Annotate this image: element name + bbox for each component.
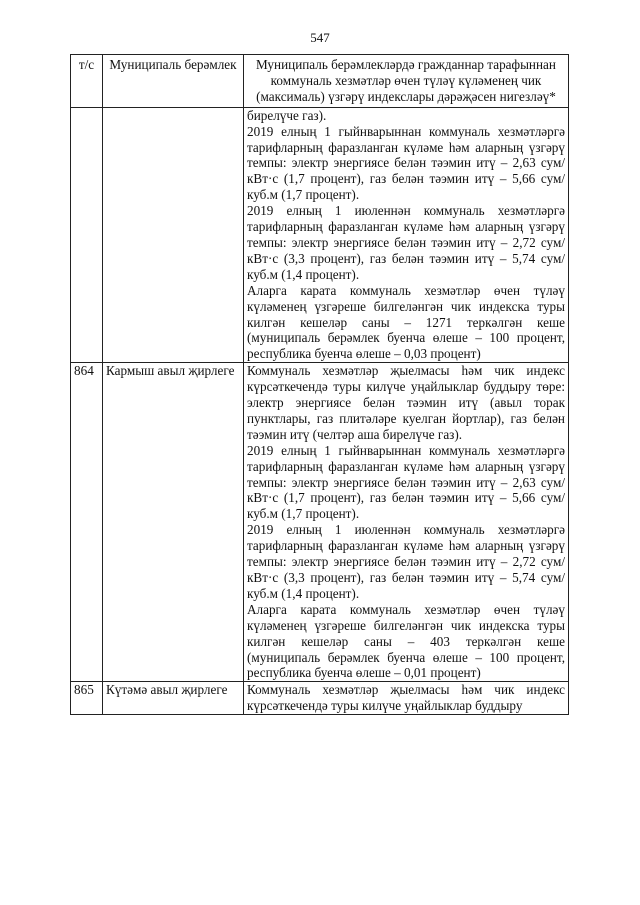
paragraph: Коммуналь хезмәтләр җыелмасы һәм чик индекс күрсәткечендә туры килүче уңайлыклар буддыру (247, 682, 565, 714)
header-index-justification: Муниципаль берәмлекләрдә гражданнар тарафыннан коммуналь хезмәтләр өчен түләү күләменең чик (максималь) үзгәрү индекслары дәрәҗәсен нигезләү* (244, 55, 569, 108)
page-number: 547 (310, 30, 330, 45)
row-municipality: Күтәмә авыл җирлеге (103, 682, 244, 715)
header-number: т/с (71, 55, 103, 108)
row-number: 864 (71, 363, 103, 682)
table-row (71, 363, 569, 682)
table-header-row (71, 55, 569, 108)
row-justification (244, 107, 569, 363)
row-justification (244, 682, 569, 715)
paragraph: 2019 елның 1 гыйнварыннан коммуналь хезмәтләргә тарифларның фаразланган күләме һәм аларның үзгәрү темпы: электр энергиясе белән тәэмин итү – 2,63 сум/кВт·с (1,7 процент), газ белән тәэмин итү – 5,66 сум/куб.м (1,7 процент). (247, 123, 565, 203)
paragraph: Аларга карата коммуналь хезмәтләр өчен түләү күләменең үзгәреше билгеләнгән чик индекска туры килгән кешеләр саны – 1271 теркәлгән кеше (муниципаль берәмлек буенча өлеше – 100 процент, республика буенча өлеше – 0,03 процент) (247, 282, 565, 362)
table-row (71, 682, 569, 715)
tariff-index-table (70, 54, 569, 715)
paragraph: 2019 елның 1 июленнән коммуналь хезмәтләргә тарифларның фаразланган күләме һәм аларның үзгәрү темпы: электр энергиясе белән тәэмин итү – 2,72 сум/кВт·с (3,3 процент), газ белән тәэмин итү – 5,74 сум/куб.м (1,4 процент). (247, 522, 565, 601)
table-row (71, 107, 569, 363)
row-municipality (103, 107, 244, 363)
row-municipality: Кармыш авыл җирлеге (103, 363, 244, 682)
header-municipality: Муниципаль берәмлек (103, 55, 244, 108)
paragraph: бирелүче газ). (247, 107, 327, 123)
paragraph: Аларга карата коммуналь хезмәтләр өчен түләү күләменең үзгәреше билгеләнгән чик индекска туры килгән кешеләр саны – 403 теркәлгән кеше (муниципаль берәмлек буенча өлеше – 100 процент, республика буенча өлеше – 0,01 процент) (247, 601, 565, 681)
row-justification (244, 363, 569, 682)
paragraph: Коммуналь хезмәтләр җыелмасы һәм чик индекс күрсәткечендә туры килүче уңайлыклар буддыру төре: электр энергиясе белән тәэмин итү (авыл торак пунктлары, газ плитәләре куелган йортлар), газ белән тәэмин итү (челтәр аша бирелүче газ). (247, 363, 565, 442)
paragraph: 2019 елның 1 июленнән коммуналь хезмәтләргә тарифларның фаразланган күләме һәм аларның үзгәрү темпы: электр энергиясе белән тәэмин итү – 2,72 сум/кВт·с (3,3 процент), газ белән тәэмин итү – 5,74 сум/куб.м (1,4 процент). (247, 203, 565, 282)
row-number: 865 (71, 682, 103, 715)
paragraph: 2019 елның 1 гыйнварыннан коммуналь хезмәтләргә тарифларның фаразланган күләме һәм аларның үзгәрү темпы: электр энергиясе белән тәэмин итү – 2,63 сум/кВт·с (1,7 процент), газ белән тәэмин итү – 5,66 сум/куб.м (1,7 процент). (247, 442, 565, 522)
row-number (71, 107, 103, 363)
